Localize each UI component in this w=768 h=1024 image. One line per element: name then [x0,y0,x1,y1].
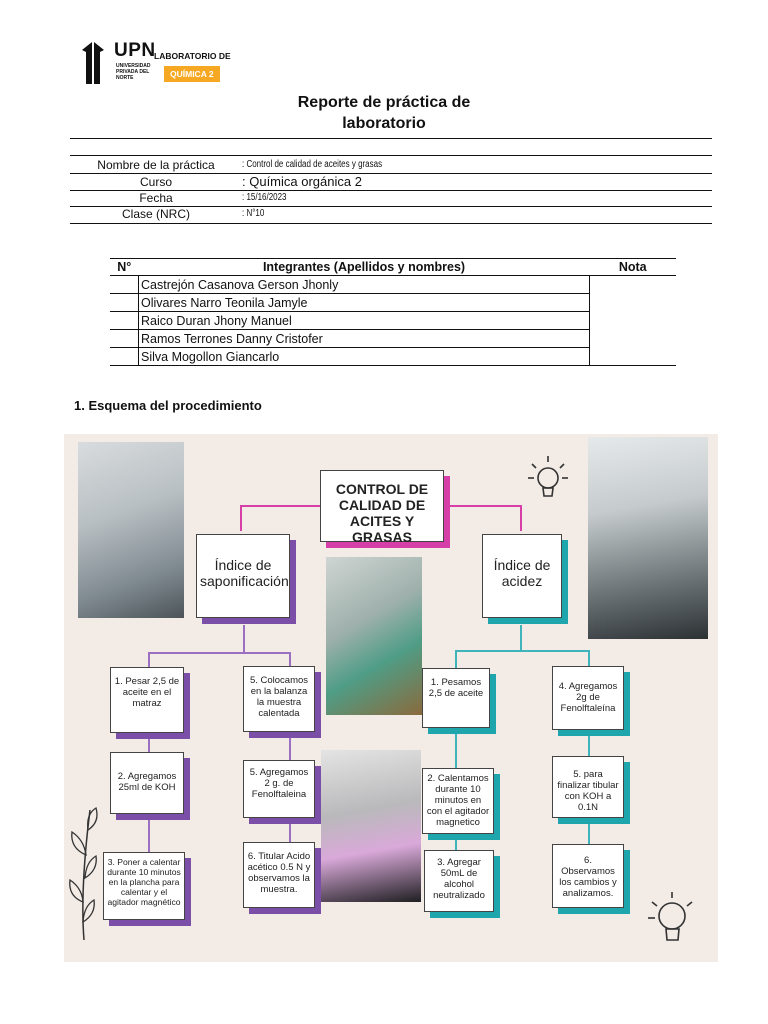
info-label: Clase (NRC) [121,207,190,221]
saponification-step-5b: 5. Agregamos 2 g. de Fenolftaleina [243,760,315,818]
info-value: : Química orgánica 2 [242,174,362,189]
saponification-step-6: 6. Titular Acido acético 0.5 N y observamos la muestra. [243,842,315,908]
column-header-grade: Nota [590,259,677,276]
lightbulb-icon [646,888,700,954]
member-name: Olivares Narro Teonila Jamyle [139,294,590,312]
logo-subtitle: UNIVERSIDAD PRIVADA DEL NORTE [116,63,151,81]
saponification-heading: Índice de saponificación [196,534,290,618]
info-row-practica [70,157,712,173]
member-name: Ramos Terrones Danny Cristofer [139,330,590,348]
title-line-1: Reporte de práctica de [297,94,471,111]
acidity-step-3: 3. Agregar 50mL de alcohol neutralizado [424,850,494,912]
info-label: Nombre de la práctica [97,158,215,172]
divider [70,223,712,224]
saponification-step-5: 5. Colocamos en la balanza la muestra calentada [243,666,315,732]
lab-photo-stirrer [588,437,708,639]
column-header-number: N° [110,259,139,276]
grade-cell [590,276,677,366]
logo-chip: QUÍMICA 2 [164,66,220,82]
info-label: Fecha [139,191,173,205]
info-label: Curso [139,175,172,189]
acidity-heading: Índice de acidez [482,534,562,618]
acidity-step-4: 4. Agregamos 2g de Fenolftaleína [552,666,624,730]
diagram-main-title: CONTROL DE CALIDAD DE ACITES Y GRASAS [320,470,444,542]
column-header-members: Integrantes (Apellidos y nombres) [139,259,590,276]
info-value: : N°10 [242,208,265,219]
logo-lab-text: LABORATORIO DE [154,51,231,61]
acidity-step-1: 1. Pesamos 2,5 de aceite [422,668,490,728]
lab-photo-gloves [326,557,422,715]
lab-photo-hotplate [78,442,184,618]
table-header-row [110,259,676,276]
saponification-step-2: 2. Agregamos 25ml de KOH [110,752,184,814]
info-row-clase [70,206,712,222]
upn-logo-icon [80,42,114,84]
member-name: Silva Mogollon Giancarlo [139,348,590,366]
logo-brand: UPN [114,40,156,61]
table-row [110,276,676,294]
member-name: Raico Duran Jhony Manuel [139,312,590,330]
saponification-step-1: 1. Pesar 2,5 de aceite en el matraz [110,667,184,733]
report-title [0,92,768,134]
lightbulb-icon [526,452,570,506]
info-value: : 15/16/2023 [242,192,287,203]
info-row-curso [70,174,712,190]
lab-photo-titration [321,750,421,902]
leaf-branch-icon [66,800,102,940]
members-table [110,258,676,366]
divider [70,138,712,139]
saponification-step-3: 3. Poner a calentar durante 10 minutos en la plancha para calentar y el agitador magnético [103,852,185,920]
acidity-step-2: 2. Calentamos durante 10 minutos en con el agitador magnetico [422,768,494,834]
acidity-step-6: 6. Observamos los cambios y analizamos. [552,844,624,908]
member-name: Castrejón Casanova Gerson Jhonly [139,276,590,294]
info-value: : Control de calidad de aceites y grasas [242,159,383,170]
title-line-2: laboratorio [342,115,426,132]
section-heading: 1. Esquema del procedimiento [74,398,262,413]
divider [70,155,712,156]
acidity-step-5: 5. para finalizar tibular con KOH a 0.1N [552,756,624,818]
info-row-fecha [70,190,712,206]
